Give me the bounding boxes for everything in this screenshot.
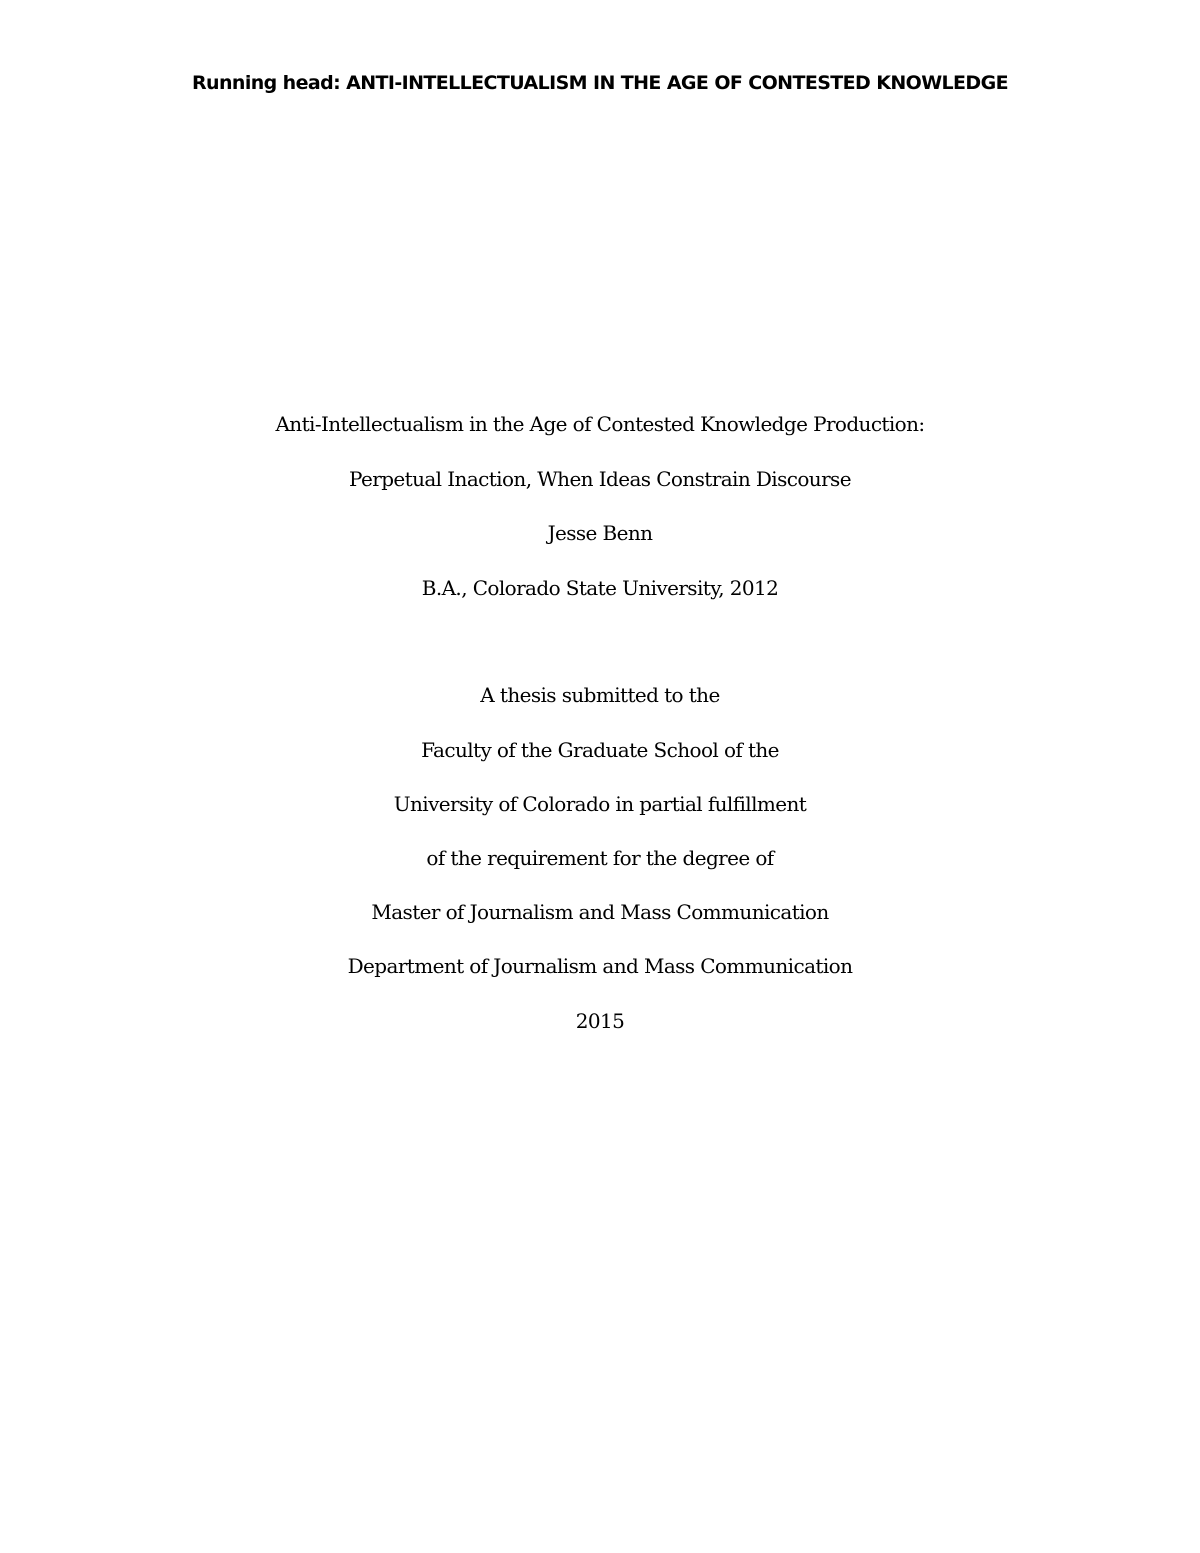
submission-line: of the requirement for the degree of: [426, 846, 774, 870]
author-name: Jesse Benn: [547, 521, 653, 545]
thesis-subtitle: Perpetual Inaction, When Ideas Constrain Discourse: [349, 467, 851, 491]
degree-name: Master of Journalism and Mass Communication: [371, 900, 829, 924]
prior-degree: B.A., Colorado State University, 2012: [421, 576, 779, 600]
submission-year: 2015: [575, 1009, 625, 1033]
submission-line: University of Colorado in partial fulfillment: [393, 792, 807, 816]
running-head: Running head: ANTI-INTELLECTUALISM IN THE AGE OF CONTESTED KNOWLEDGE: [192, 72, 1008, 94]
submission-line: Faculty of the Graduate School of the: [421, 738, 779, 762]
thesis-title: Anti-Intellectualism in the Age of Contested Knowledge Production:: [275, 412, 925, 436]
department-name: Department of Journalism and Mass Communication: [347, 954, 853, 978]
submission-line: A thesis submitted to the: [480, 683, 720, 707]
